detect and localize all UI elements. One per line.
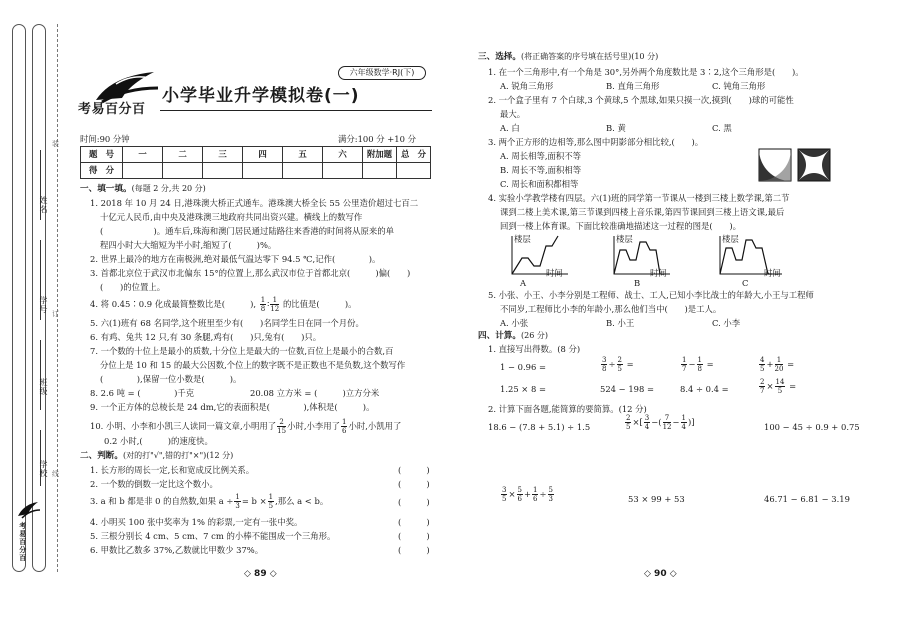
s3-q5-line1: 5. 小张、小王、小李分别是工程师、战士、工人,已知小李比战士的年龄大,小王与工程师 [488, 290, 814, 300]
grade-badge: 六年级数学·RJ(下) [338, 66, 426, 80]
answer-paren[interactable]: ( ) [398, 479, 430, 489]
operator: × [766, 381, 774, 391]
s3-q5-opt-b: B. 小王 [606, 318, 635, 328]
denominator: 12 [270, 305, 280, 313]
answer-paren[interactable]: ( ) [398, 531, 430, 541]
score-header-cell: 题 号 [81, 147, 123, 163]
s2-item-6: 6. 甲数比乙数多 37%,乙数就比甲数少 37%。 [90, 545, 264, 555]
numerator: 1 [697, 356, 702, 364]
s1-q1-line2: 十亿元人民币,由中央及港珠澳三地政府共同出资兴建。横线上的数写作 [100, 212, 363, 222]
section2-title: 二、判断。 [80, 451, 123, 461]
score-cell[interactable] [163, 163, 203, 179]
sidebar-rabbit-logo-icon [16, 500, 42, 520]
denominator: 5 [760, 365, 765, 373]
score-cell[interactable] [203, 163, 243, 179]
s3-q5-opt-a: A. 小张 [500, 318, 529, 328]
fraction [681, 414, 687, 431]
s3-q2-opt-b: B. 黄 [606, 123, 626, 133]
denominator: 7 [682, 365, 687, 373]
numerator: 5 [548, 486, 553, 494]
section1-title: 一、填一填。 [80, 184, 132, 194]
denominator: 6 [342, 427, 347, 435]
s1-q9: 9. 一个正方体的总棱长是 24 dm,它的表面积是( ),体积是( )。 [90, 402, 375, 412]
score-table-header-row [81, 147, 431, 163]
denominator: 5 [502, 495, 507, 503]
s1-q3-line1: 3. 首都北京位于武汉市北偏东 15°的位置上,那么武汉市位于首都北京( )偏( ) [90, 268, 411, 278]
fraction [617, 356, 623, 373]
s2-item-3 [90, 493, 328, 510]
s3-q4-line1: 4. 实验小学教学楼有四层。六(1)班的同学第一节课从一楼到三楼上数学课,第二节 [488, 193, 790, 203]
score-header-cell: 一 [123, 147, 163, 163]
s3-q4-line3: 回到一楼上体育课。下面比较准确地描述这一过程的图是( )。 [500, 221, 742, 231]
graph-a-x-label: 时间 [546, 268, 563, 278]
numerator: 7 [663, 414, 672, 423]
denominator: 6 [517, 495, 522, 503]
numerator: 3 [644, 414, 650, 422]
score-table-score-row [81, 163, 431, 179]
calc-d1: 1 − 0.96 = [500, 362, 546, 372]
s1-q4-part-a: 4. 将 0.45∶0.9 化成最简整数比是( ), [90, 299, 257, 309]
numerator: 3 [502, 486, 507, 494]
score-cell[interactable] [363, 163, 397, 179]
s2-item-3-end: ,那么 a < b。 [275, 496, 329, 506]
denominator: 20 [774, 365, 784, 373]
s3-q2-line1: 2. 一个盒子里有 7 个白球,3 个黄球,5 个黑球,如果只摸一次,摸到( )球的可能性 [488, 95, 794, 105]
graph-a-y-label: 楼层 [514, 234, 531, 244]
fraction [260, 296, 266, 313]
section3-note: (将正确答案的序号填在括号里)(10 分) [520, 52, 659, 61]
operator: + [523, 489, 531, 499]
s1-q1-line4: 程四小时大大缩短为半小时,缩短了( )%。 [100, 240, 277, 250]
field-class-label: 班级 [39, 378, 48, 396]
score-header-cell: 附加题 [363, 147, 397, 163]
section3-heading [478, 52, 658, 63]
fraction [341, 418, 347, 435]
denominator: 8 [697, 365, 702, 373]
s3-q1-opt-b: B. 直角三角形 [606, 81, 660, 91]
calc-c5: 53 × 99 + 53 [628, 494, 685, 504]
equals: = [706, 359, 714, 369]
score-cell[interactable] [323, 163, 363, 179]
score-header-cell: 四 [243, 147, 283, 163]
field-name-label: 姓名 [39, 196, 48, 214]
section1-note: (每题 2 分,共 20 分) [131, 184, 206, 193]
numerator: 1 [775, 356, 784, 365]
numerator: 14 [775, 378, 785, 386]
section2-heading [80, 451, 233, 462]
graph-c [716, 234, 786, 290]
operator: × [632, 417, 640, 427]
s1-q8-a: 8. 2.6 吨 = ( )千克 [90, 388, 195, 398]
numerator: 2 [760, 378, 765, 386]
graph-c-x-label: 时间 [764, 268, 781, 278]
calc-c2: $\frac{2}{5}$ ×[ $\frac{3}{4}$ −( $\frac{7}{12}$ − $\frac{1}{4}$ )] [626, 414, 695, 431]
graph-b [610, 234, 672, 290]
denominator: 5 [268, 502, 274, 510]
numerator: 3 [602, 356, 607, 364]
section1-heading [80, 184, 206, 195]
fraction [644, 414, 650, 431]
sidebar-brand: 考易百分百 [18, 522, 27, 562]
section2-note: (对的打"√",错的打"×")(12 分) [122, 451, 234, 460]
s3-q2-opt-a: A. 白 [500, 123, 520, 133]
s1-q10-part-b: 小时,小李用了 [287, 421, 340, 431]
calc-d6: 524 − 198 = [600, 384, 654, 394]
calc-d3 [680, 356, 714, 373]
page-title: 小学毕业升学模拟卷(一) [162, 86, 360, 106]
s2-item-1: 1. 长方形的周长一定,长和宽成反比例关系。 [90, 465, 255, 475]
fraction [548, 486, 554, 503]
numerator: 1 [260, 296, 266, 304]
section4-title: 四、计算。 [478, 331, 521, 341]
fraction [663, 414, 672, 431]
s1-q7-line1: 7. 一个数的十位上是最小的质数,十分位上是最大的一位数,百位上是最小的合数,百 [90, 346, 394, 356]
graph-b-label: B [634, 278, 641, 288]
answer-paren[interactable]: ( ) [398, 497, 430, 507]
numerator: 1 [681, 414, 686, 422]
fraction [601, 356, 607, 373]
graph-c-label: C [742, 278, 749, 288]
field-id-label: 学号 [39, 296, 48, 314]
calc-c3: 100 − 45 ÷ 0.9 + 0.75 [764, 422, 860, 432]
numerator: 5 [517, 486, 522, 494]
field-school-label: 学校 [39, 460, 48, 478]
exam-time: 时间:90 分钟 [80, 134, 130, 144]
s3-q3-opt-a: A. 周长相等,面积不等 [500, 151, 582, 161]
operator: × [508, 489, 516, 499]
graph-a [508, 234, 570, 290]
answer-paren[interactable]: ( ) [398, 465, 430, 475]
calc-c1: 18.6 − (7.8 + 5.1) ÷ 1.5 [488, 422, 591, 432]
fraction [775, 378, 786, 395]
score-header-cell: 三 [203, 147, 243, 163]
s2-item-2: 2. 一个数的倒数一定比这个数小。 [90, 479, 218, 489]
numerator: 1 [533, 486, 538, 494]
fraction [277, 418, 286, 435]
binding-margin [6, 24, 58, 572]
score-table [80, 146, 431, 179]
fraction [501, 486, 507, 503]
operator: + [766, 359, 774, 369]
denominator: 12 [662, 423, 672, 431]
section3-title: 三、选择。 [478, 52, 521, 62]
score-row-label: 得 分 [81, 163, 123, 179]
fraction [234, 493, 240, 510]
s1-q5: 5. 六(1)班有 68 名同学,这个班里至少有( )名同学生日在同一个月份。 [90, 318, 364, 328]
s3-q4-line2: 课到二楼上美术课,第三节课到四楼上音乐课,第四节课回到三楼上语文课,最后 [500, 207, 785, 217]
s1-q2: 2. 世界上最冷的地方在南极洲,绝对最低气温达零下 94.5 ℃,记作( )。 [90, 254, 381, 264]
denominator: 6 [533, 495, 538, 503]
fraction [775, 356, 784, 373]
s1-q7-line2: 分位上是 10 和 15 的最大公因数,个位上的数字既不是正数也不是负数,这个数写作 [100, 360, 406, 370]
fraction [759, 356, 765, 373]
score-cell[interactable] [243, 163, 283, 179]
score-header-cell: 总 分 [397, 147, 431, 163]
operator: ÷ [608, 359, 616, 369]
operator: − [651, 417, 659, 427]
exam-full-score: 满分:100 分 +10 分 [338, 134, 416, 144]
cut-mark-3: 线 [52, 470, 59, 478]
graph-b-y-label: 楼层 [616, 234, 633, 244]
s1-q10-part-c: 小时,小凯用了 [348, 421, 402, 431]
fraction [532, 486, 538, 503]
numerator: 1 [682, 356, 687, 364]
s3-q2-opt-c: C. 黑 [712, 123, 732, 133]
numerator: 2 [277, 418, 286, 427]
denominator: 3 [548, 495, 553, 503]
fraction [625, 414, 631, 431]
s1-q10-part-a: 10. 小明、小李和小凯三人读同一篇文章,小明用了 [90, 421, 277, 431]
denominator: 15 [277, 427, 287, 435]
score-cell[interactable] [283, 163, 323, 179]
score-cell[interactable] [123, 163, 163, 179]
fraction [270, 296, 279, 313]
s1-q1-line1: 1. 2018 年 10 月 24 日,港珠澳大桥正式通车。港珠澳大桥全长 55 公里造价超过七百二 [90, 198, 419, 208]
numerator: 2 [617, 356, 622, 364]
s4-sub2: 2. 计算下面各题,能简算的要简算。(12 分) [488, 404, 647, 414]
s3-q3-opt-c: C. 周长和面积都相等 [500, 179, 579, 189]
left-page-number: ◇ 89 ◇ [244, 569, 277, 579]
s1-q7-line3: ( ),保留一位小数是( )。 [100, 374, 242, 384]
denominator: 7 [760, 387, 765, 395]
s2-item-4: 4. 小明买 100 张中奖率为 1% 的彩票,一定有一张中奖。 [90, 517, 303, 527]
calc-c4 [500, 486, 555, 503]
s1-q8-b: 20.08 立方米 = ( )立方分米 [250, 388, 380, 398]
s3-q1-opt-a: A. 锐角三角形 [500, 81, 554, 91]
denominator: 5 [626, 423, 631, 431]
operator: ÷ [539, 489, 547, 499]
s1-q10-line2: 0.2 小时,( )的速度快。 [104, 436, 213, 446]
title-underline [160, 110, 432, 111]
shaded-squares-figure [758, 148, 832, 182]
s3-q5-line2: 不同岁,工程师比小李的年龄小,那么他们当中( )是工人。 [500, 304, 722, 314]
numerator: 2 [626, 414, 631, 422]
denominator: 5 [777, 387, 783, 395]
denominator: 5 [617, 365, 622, 373]
numerator: 1 [270, 296, 279, 305]
section4-heading [478, 331, 548, 342]
numerator: 1 [268, 493, 274, 501]
s3-q5-opt-c: C. 小李 [712, 318, 741, 328]
binding-strip-outer [12, 24, 26, 572]
cut-mark-1: 装 [52, 140, 59, 148]
logo-text: 考易百分百 [78, 102, 146, 117]
right-page-number: ◇ 90 ◇ [644, 569, 677, 579]
denominator: 4 [644, 423, 650, 431]
rabbit-logo-icon [92, 70, 162, 104]
s2-item-3-part-a: 3. a 和 b 都是非 0 的自然数,如果 a ÷ [90, 496, 234, 506]
class-line [40, 340, 41, 410]
fraction [697, 356, 703, 373]
calc-d8 [758, 378, 796, 395]
fraction [681, 356, 687, 373]
calc-c6: 46.71 − 6.81 − 3.19 [764, 494, 850, 504]
numerator: 4 [760, 356, 765, 364]
s2-item-5: 5. 三根分别长 4 cm、5 cm、7 cm 的小棒不能围成一个三角形。 [90, 531, 336, 541]
s3-q2-line2: 最大。 [500, 109, 526, 119]
denominator: 3 [235, 502, 240, 510]
s1-q4-part-b: 的比值是( )。 [282, 299, 357, 309]
answer-paren[interactable]: ( ) [398, 545, 430, 555]
s3-q3-opt-b: B. 周长不等,面积相等 [500, 165, 582, 175]
s2-item-3-mid: = b × [241, 496, 267, 506]
s1-q1-line3: ( )。通车后,珠海和澳门居民通过陆路往来香港的时间将从原来的单 [100, 226, 394, 236]
denominator: 8 [602, 365, 607, 373]
s3-q3: 3. 两个正方形的边相等,那么图中阴影部分相比较,( )。 [488, 137, 704, 147]
equals: = [789, 381, 797, 391]
fraction [268, 493, 274, 510]
s4-sub1: 1. 直接写出得数。(8 分) [488, 344, 581, 354]
score-header-cell: 六 [323, 147, 363, 163]
numerator: 1 [342, 418, 347, 426]
s1-q10 [90, 418, 401, 435]
score-header-cell: 五 [283, 147, 323, 163]
s3-q1-opt-c: C. 钝角三角形 [712, 81, 766, 91]
calc-d2 [600, 356, 634, 373]
section4-note: (26 分) [520, 331, 548, 340]
ratio-colon: ∶ [267, 299, 270, 309]
score-cell[interactable] [397, 163, 431, 179]
denominator: 4 [681, 423, 686, 431]
numerator: 1 [235, 493, 240, 501]
calc-d4 [758, 356, 794, 373]
fraction [759, 378, 765, 395]
score-header-cell: 二 [163, 147, 203, 163]
cut-mark-2: 订 [52, 310, 59, 318]
equals: = [787, 359, 795, 369]
fraction [517, 486, 523, 503]
s1-q3-line2: ( )的位置上。 [100, 282, 166, 292]
denominator: 8 [260, 305, 266, 313]
s1-q4 [90, 296, 356, 313]
equals: = [626, 359, 634, 369]
calc-d5: 1.25 × 8 = [500, 384, 546, 394]
s1-q6: 6. 有鸡、兔共 12 只,有 30 条腿,鸡有( )只,兔有( )只。 [90, 332, 322, 342]
graph-b-x-label: 时间 [650, 268, 667, 278]
graph-c-y-label: 楼层 [722, 234, 739, 244]
calc-d7: 8.4 ÷ 0.4 = [680, 384, 729, 394]
operator: − [672, 417, 680, 427]
answer-paren[interactable]: ( ) [398, 517, 430, 527]
operator: − [688, 359, 696, 369]
graph-a-label: A [520, 278, 527, 288]
s3-q1: 1. 在一个三角形中,有一个角是 30°,另外两个角度数比是 3∶2,这个三角形是( )。 [488, 67, 804, 77]
